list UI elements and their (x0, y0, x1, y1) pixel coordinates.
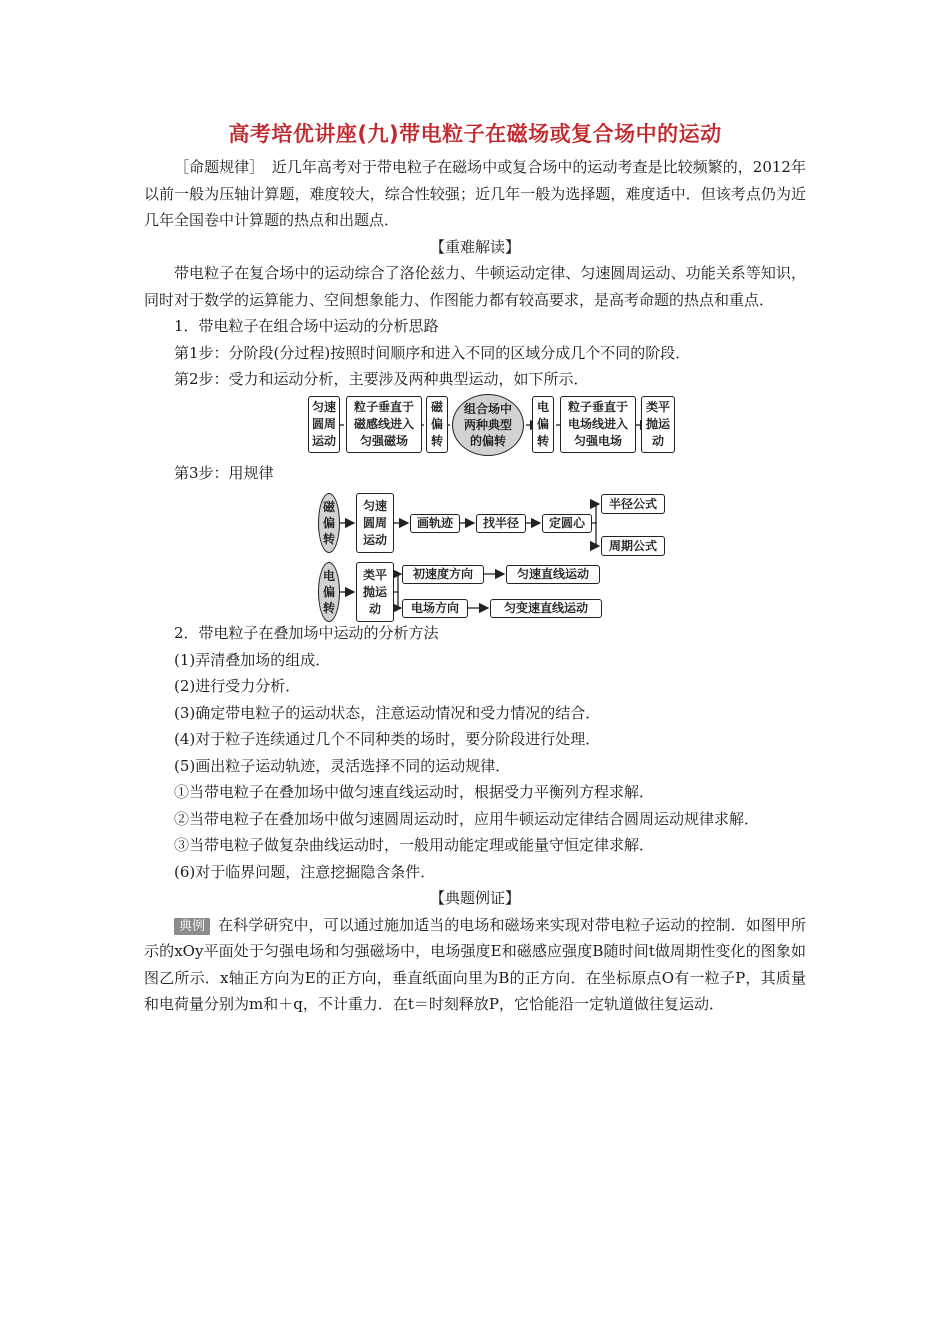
box-uniform-circular: 匀速 圆周 运动 (308, 396, 340, 453)
oval-magnetic-deflection: 磁 偏 转 (318, 493, 340, 553)
method-1: (1)弄清叠加场的组成． (174, 650, 331, 669)
method-5-1: ①当带电粒子在叠加场中做匀速直线运动时，根据受力平衡列方程求解． (174, 783, 655, 801)
box-field-direction: 电场方向 (402, 599, 468, 618)
item1-heading: 1．带电粒子在组合场中运动的分析思路 (174, 317, 439, 335)
rules-diagram-arrows (144, 488, 806, 616)
intro-text: 近几年高考对于带电粒子在磁场中或复合场中的运动考查是比较频繁的，2012年以前一般为压轴计算题，难度较大，综合性较强；近几年一般为选择题，难度适中．但该考点仍为近几年全国卷中计算题的热点和出题点． (144, 158, 806, 229)
box-period-formula: 周期公式 (601, 536, 665, 556)
box-electric-deflection: 电 偏 转 (532, 396, 554, 453)
method-5: (5)画出粒子运动轨迹，灵活选择不同的运动规律． (174, 756, 511, 775)
box-initial-velocity-direction: 初速度方向 (402, 565, 484, 584)
intro-label: ［命题规律］ (174, 158, 257, 176)
box-magnetic-deflection: 磁 偏 转 (426, 396, 448, 453)
oval-electric-deflection: 电 偏 转 (318, 562, 340, 622)
example-paragraph (144, 912, 806, 1018)
step3-text: 第3步：用规律 (174, 463, 274, 482)
box-draw-trajectory: 画轨迹 (410, 514, 460, 533)
rules-diagram (144, 488, 806, 616)
step2-text: 第2步：受力和运动分析，主要涉及两种典型运动，如下所示． (174, 370, 589, 388)
box-radius-formula: 半径公式 (601, 494, 665, 514)
method-2: (2)进行受力分析． (174, 677, 301, 695)
box-enter-magnetic: 粒子垂直于 磁感线进入 匀强磁场 (346, 396, 422, 453)
box-projectile-like: 类平 抛运 动 (641, 396, 675, 453)
example-badge: 典例 (174, 918, 210, 935)
item2-heading: 2．带电粒子在叠加场中运动的分析方法 (174, 624, 439, 642)
box-mag-uniform-circular: 匀速 圆周 运动 (356, 493, 394, 553)
method-3: (3)确定带电粒子的运动状态，注意运动情况和受力情况的结合． (174, 703, 601, 722)
intro-paragraph (144, 154, 806, 234)
box-locate-center: 定圆心 (542, 514, 592, 533)
box-enter-electric: 粒子垂直于 电场线进入 匀强电场 (560, 396, 636, 453)
page-title: 高考培优讲座(九)带电粒子在磁场或复合场中的运动 (228, 122, 722, 146)
method-6: (6)对于临界问题，注意挖掘隐含条件． (174, 862, 436, 881)
box-uniform-accel-linear-motion: 匀变速直线运动 (490, 599, 602, 618)
box-uniform-linear-motion: 匀速直线运动 (506, 565, 600, 584)
document-page (144, 118, 806, 1018)
box-elec-projectile-like: 类平 抛运 动 (356, 562, 394, 622)
analysis-paragraph: 带电粒子在复合场中的运动综合了洛伦兹力、牛顿运动定律、匀速圆周运动、功能关系等知识，同时对于数学的运算能力、空间想象能力、作图能力都有较高要求，是高考命题的热点和重点． (144, 264, 806, 309)
section-heading-example: 【典题例证】 (429, 889, 520, 907)
oval-two-deflections: 组合场中 两种典型 的偏转 (452, 394, 524, 456)
box-find-radius: 找半径 (476, 514, 526, 533)
method-5-3: ③当带电粒子做复杂曲线运动时，一般用动能定理或能量守恒定律求解． (174, 836, 655, 854)
method-5-2: ②当带电粒子在叠加场中做匀速圆周运动时，应用牛顿运动定律结合圆周运动规律求解． (174, 809, 760, 828)
step1-text: 第1步：分阶段(分过程)按照时间顺序和进入不同的区域分成几个不同的阶段． (174, 343, 691, 362)
example-text: 在科学研究中，可以通过施加适当的电场和磁场来实现对带电粒子运动的控制．如图甲所示的xOy平面处于匀强电场和匀强磁场中，电场强度E和磁感应强度B随时间t做周期性变化的图象如图乙所示．x轴正方向为E的正方向，垂直纸面向里为B的正方向．在坐标原点O有一粒子P，其质量和电荷量分别为m和＋q，不计重力．在t＝时刻释放P，它恰能沿一定轨道做往复运动． (144, 915, 806, 1013)
method-4: (4)对于粒子连续通过几个不同种类的场时，要分阶段进行处理． (174, 730, 601, 748)
deflection-diagram (144, 394, 806, 456)
section-heading-analysis: 【重难解读】 (429, 237, 520, 256)
